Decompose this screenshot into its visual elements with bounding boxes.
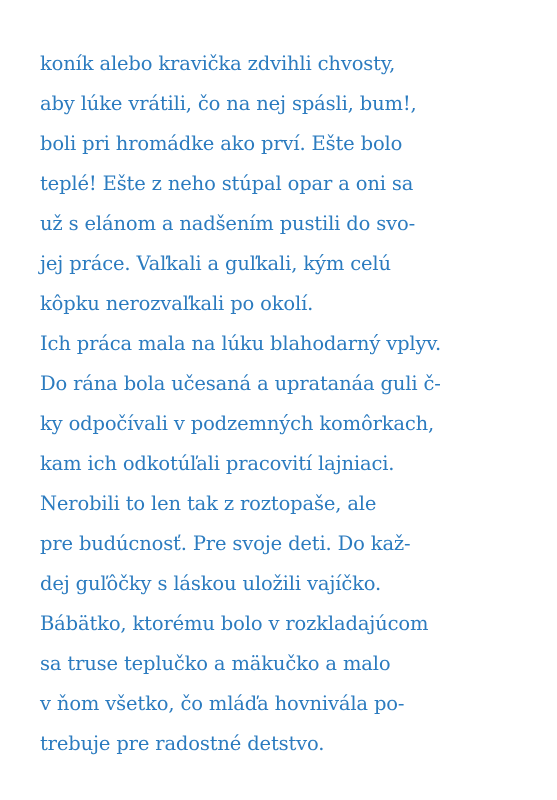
text-line: sa truse teplučko a mäkučko a malo [40,652,391,675]
text-line: kam ich odkotúľali pracovití lajniaci. [40,452,395,475]
text-line: koník alebo kravička zdvihli chvosty, [40,52,396,75]
body-text [40,44,550,764]
text-line: jej práce. Vaľkali a guľkali, kým celú [40,252,391,275]
text-line: ky odpočívali v podzemných komôrkach, [40,412,435,435]
text-line: pre budúcnosť. Pre svoje deti. Do kaž- [40,532,411,555]
text-line: trebuje pre radostné detstvo. [40,732,325,755]
text-line: už s elánom a nadšením pustili do svo- [40,212,416,235]
text-line: Ich práca mala na lúku blahodarný vplyv. [40,332,441,355]
text-line: boli pri hromádke ako prví. Ešte bolo [40,132,403,155]
text-line: dej guľôčky s láskou uložili vajíčko. [40,572,382,595]
text-line: kôpku nerozvaľkali po okolí. [40,292,314,315]
text-line: v ňom všetko, čo mláďa hovnivála po- [40,692,405,715]
text-line: Do rána bola učesaná a upratanáa guli č- [40,372,441,395]
text-line: Nerobili to len tak z roztopaše, ale [40,492,377,515]
text-line: Bábätko, ktorému bolo v rozkladajúcom [40,612,429,635]
text-line: teplé! Ešte z neho stúpal opar a oni sa [40,172,414,195]
text-line: aby lúke vrátili, čo na nej spásli, bum!, [40,92,417,115]
